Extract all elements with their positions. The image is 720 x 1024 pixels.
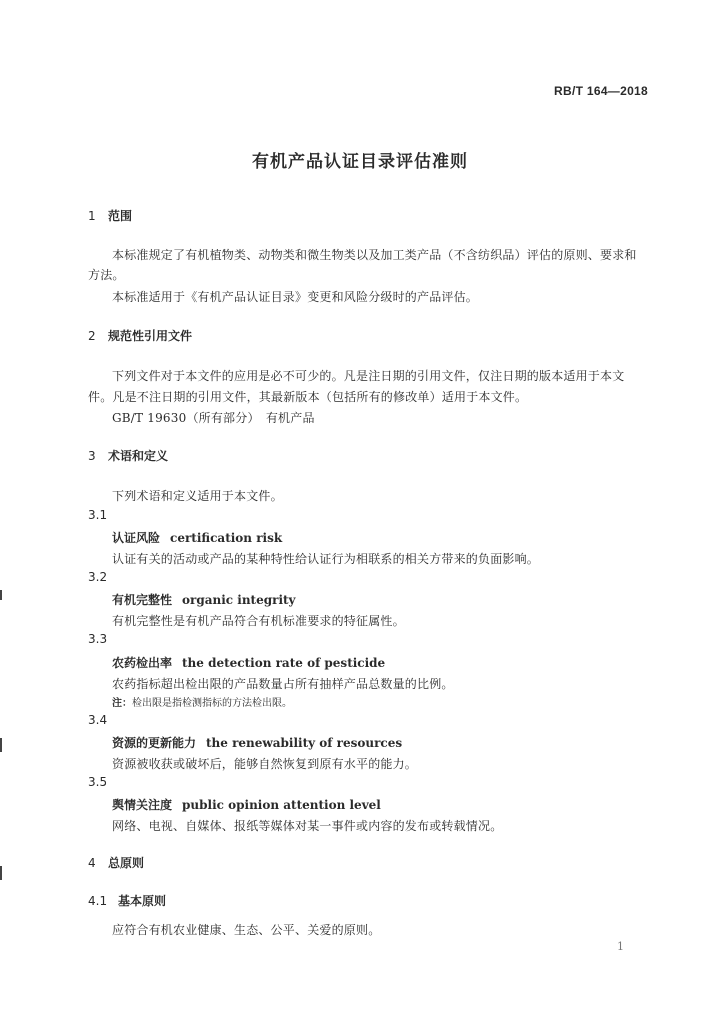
section-4-1-heading [88,892,166,909]
term-chinese: 认证风险 [112,531,161,545]
term-definition: 认证有关的活动或产品的某种特性给认证行为相联系的相关方带来的负面影响。 [112,552,540,566]
section-label: 基本原则 [118,894,167,908]
section-label: 术语和定义 [108,449,169,463]
section-number: 1 [88,209,96,223]
section-label: 范围 [108,209,133,223]
term-note [112,694,292,709]
scope-paragraph-line-2: 方法。 [88,268,125,282]
section-1-heading [88,207,132,224]
section-number: 3 [88,449,96,463]
term-definition: 农药指标超出检出限的产品数量占所有抽样产品总数量的比例。 [112,677,454,691]
term-chinese: 有机完整性 [112,593,173,607]
section-4-heading [88,854,144,871]
term-definition: 有机完整性是有机产品符合有机标准要求的特征属性。 [112,614,405,628]
term-number: 3.2 [88,570,108,584]
term-heading [112,529,282,546]
page-number: 1 [617,940,624,953]
note-label: 注： [112,698,132,709]
section-2-heading [88,327,192,344]
term-number: 3.5 [88,775,108,789]
term-english: the renewability of resources [206,736,403,750]
section-label: 总原则 [108,856,145,870]
terms-intro: 下列术语和定义适用于本文件。 [112,489,283,503]
term-english: certification risk [170,531,283,545]
term-number: 3.1 [88,508,108,522]
basic-principle-text: 应符合有机农业健康、生态、公平、关爱的原则。 [112,923,381,937]
note-text: 检出限是指检测指标的方法检出限。 [132,698,292,709]
scope-paragraph-2: 本标准适用于《有机产品认证目录》变更和风险分级时的产品评估。 [112,290,479,304]
term-definition: 资源被收获或破坏后，能够自然恢复到原有水平的能力。 [112,757,418,771]
term-english: organic integrity [182,593,296,607]
term-chinese: 资源的更新能力 [112,736,197,750]
term-number: 3.3 [88,632,108,646]
term-heading [112,591,296,608]
section-number: 2 [88,329,96,343]
term-english: public opinion attention level [182,798,381,812]
standard-number: RB/T 164—2018 [554,84,648,98]
references-paragraph-line-1: 下列文件对于本文件的应用是必不可少的。凡是注日期的引用文件，仅注日期的版本适用于本文 [112,369,625,383]
scan-mark [0,738,2,752]
term-heading [112,654,385,671]
term-heading [112,734,402,751]
scope-paragraph-line-1: 本标准规定了有机植物类、动物类和微生物类以及加工类产品（不含纺织品）评估的原则、要求和 [112,248,637,262]
references-paragraph-line-2: 件。凡是不注日期的引用文件，其最新版本（包括所有的修改单）适用于本文件。 [88,390,528,404]
section-number: 4 [88,856,96,870]
term-chinese: 农药检出率 [112,656,173,670]
section-3-heading [88,447,168,464]
section-number: 4.1 [88,894,108,908]
term-number: 3.4 [88,713,108,727]
document-title: 有机产品认证目录评估准则 [252,152,468,172]
reference-item: GB/T 19630（所有部分） 有机产品 [112,411,315,425]
term-english: the detection rate of pesticide [182,656,386,670]
section-label: 规范性引用文件 [108,329,193,343]
scan-mark [0,590,2,600]
scan-mark [0,866,2,880]
term-definition: 网络、电视、自媒体、报纸等媒体对某一事件或内容的发布或转载情况。 [112,819,503,833]
term-heading [112,796,381,813]
term-chinese: 舆情关注度 [112,798,173,812]
